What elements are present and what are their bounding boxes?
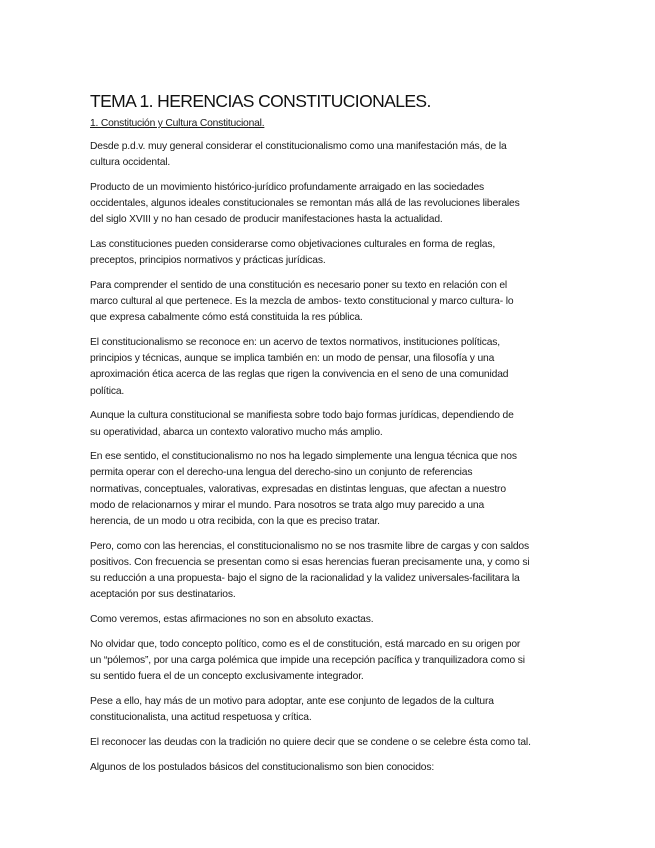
document-title: TEMA 1. HERENCIAS CONSTITUCIONALES. xyxy=(90,91,431,111)
paragraph xyxy=(90,180,590,229)
paragraph-line: permita operar con el derecho-una lengua del derecho-sino un conjunto de referencias xyxy=(90,467,473,479)
paragraph-line: aceptación por sus destinatarios. xyxy=(90,589,236,601)
paragraph-line: Aunque la cultura constitucional se manifiesta sobre todo bajo formas jurídicas, dependiendo de xyxy=(90,410,514,422)
paragraph-line: occidentales, algunos ideales constitucionales se remontan más allá de las revoluciones liberales xyxy=(90,198,520,210)
paragraph xyxy=(90,237,590,269)
paragraph-line: constitucionalista, una actitud respetuosa y crítica. xyxy=(90,712,312,724)
paragraph-line: herencia, de un modo u otra recibida, con la que es preciso tratar. xyxy=(90,516,380,528)
paragraph-line: aproximación ética acerca de las reglas que rigen la convivencia en el seno de una comunidad xyxy=(90,369,509,381)
paragraph xyxy=(90,612,590,628)
paragraph xyxy=(90,408,590,440)
paragraph xyxy=(90,539,590,604)
section-heading xyxy=(90,116,590,132)
paragraph-line: Producto de un movimiento histórico-jurídico profundamente arraigado en las sociedades xyxy=(90,181,485,193)
paragraph-line: normativas, conceptuales, valorativas, expresadas en distintas lenguas, que afectan a nuestro xyxy=(90,483,506,495)
document-body xyxy=(90,139,590,776)
paragraph xyxy=(90,694,590,726)
paragraph-line: marco cultural al que pertenece. Es la mezcla de ambos- texto constitucional y marco cultura- lo xyxy=(90,296,514,308)
paragraph-line: Algunos de los postulados básicos del constitucionalismo son bien conocidos: xyxy=(90,761,435,773)
paragraph-line: su sentido fuera el de un concepto exclusivamente integrador. xyxy=(90,671,364,683)
paragraph-line: un “pólemos”, por una carga polémica que impide una recepción pacífica y tranquilizadora como si xyxy=(90,654,525,666)
paragraph-line: No olvidar que, todo concepto político, como es el de constitución, está marcado en su origen por xyxy=(90,638,521,650)
paragraph-line: cultura occidental. xyxy=(90,157,171,169)
paragraph-line: positivos. Con frecuencia se presentan como si esas herencias fueran precisamente una, y como si xyxy=(90,556,530,568)
paragraph-line: Pese a ello, hay más de un motivo para adoptar, ante ese conjunto de legados de la cultura xyxy=(90,695,494,707)
paragraph xyxy=(90,735,590,751)
paragraph-line: que expresa cabalmente cómo está constituida la res pública. xyxy=(90,312,363,324)
document-page xyxy=(90,90,590,784)
paragraph xyxy=(90,335,590,400)
paragraph-line: Para comprender el sentido de una constitución es necesario poner su texto en relación con el xyxy=(90,279,508,291)
section-heading-text: 1. Constitución y Cultura Constitucional. xyxy=(90,118,265,129)
paragraph xyxy=(90,278,590,327)
paragraph-line: En ese sentido, el constitucionalismo no nos ha legado simplemente una lengua técnica que nos xyxy=(90,451,517,463)
paragraph xyxy=(90,139,590,171)
paragraph-line: política. xyxy=(90,385,125,397)
paragraph xyxy=(90,637,590,686)
paragraph-line: su operatividad, abarca un contexto valorativo mucho más amplio. xyxy=(90,426,383,438)
paragraph-line: Desde p.d.v. muy general considerar el constitucionalismo como una manifestación más, de la xyxy=(90,141,507,152)
paragraph-line: Como veremos, estas afirmaciones no son en absoluto exactas. xyxy=(90,614,374,626)
paragraph xyxy=(90,760,590,776)
paragraph-line: El constitucionalismo se reconoce en: un acervo de textos normativos, instituciones políticas, xyxy=(90,337,501,349)
paragraph-line: modo de relacionarnos y mirar el mundo. Para nosotros se trata algo muy parecido a una xyxy=(90,499,485,511)
paragraph xyxy=(90,449,590,530)
paragraph-line: su reducción a una propuesta- bajo el signo de la racionalidad y la validez universales-facilitara la xyxy=(90,573,520,585)
paragraph-line: Las constituciones pueden considerarse como objetivaciones culturales en forma de reglas, xyxy=(90,239,496,251)
paragraph-line: El reconocer las deudas con la tradición no quiere decir que se condene o se celebre ésta como tal. xyxy=(90,736,531,748)
paragraph-line: preceptos, principios normativos y prácticas jurídicas. xyxy=(90,255,326,267)
paragraph-line: principios y técnicas, aunque se implica también en: un modo de pensar, una filosofía y una xyxy=(90,353,495,365)
paragraph-line: del siglo XVIII y no han cesado de producir manifestaciones hasta la actualidad. xyxy=(90,214,443,226)
paragraph-line: Pero, como con las herencias, el constitucionalismo no se nos trasmite libre de cargas y con saldos xyxy=(90,540,530,552)
